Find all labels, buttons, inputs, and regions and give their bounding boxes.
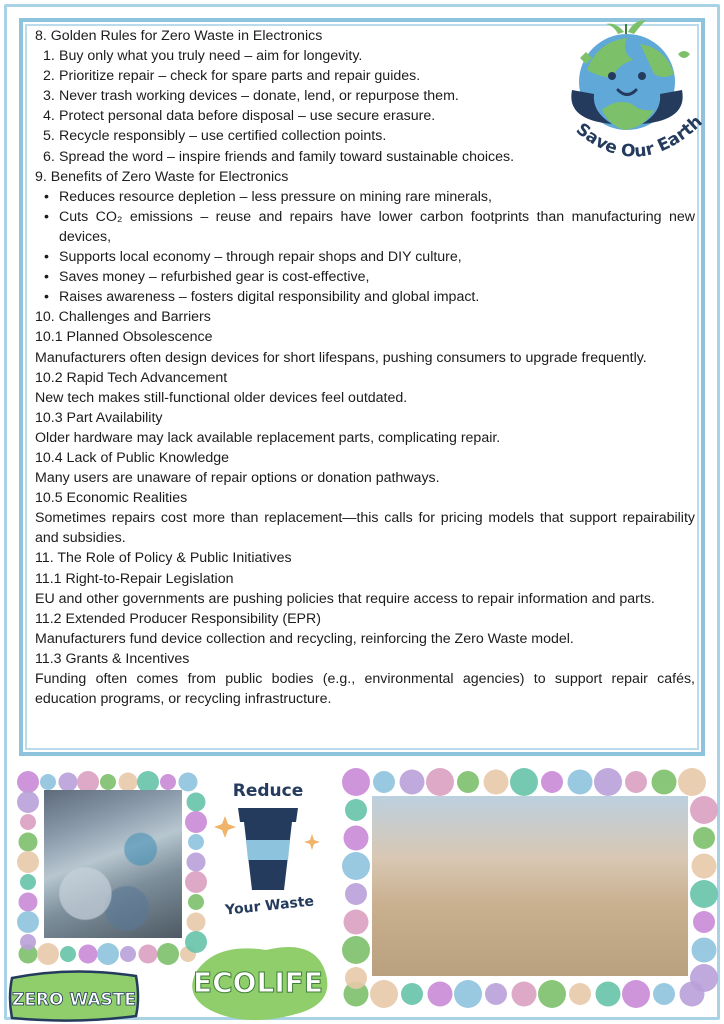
list-item: 6. Spread the word – inspire friends and family toward sustainable choices. <box>43 148 515 165</box>
bullet-item: • Cuts CO₂ emissions – reuse and repairs have lower carbon footprints than manufacturing new devices, <box>35 207 695 247</box>
subsection-title: 10.5 Economic Realities <box>35 490 188 507</box>
bead <box>652 770 677 795</box>
subsection-title: 10.2 Rapid Tech Advancement <box>35 369 228 386</box>
bead <box>538 980 566 1008</box>
save-earth-label: Save Our Earth <box>571 111 707 162</box>
svg-text:ZERO WASTE: ZERO WASTE <box>12 990 136 1010</box>
bullet-item: • Saves money – refurbished gear is cost-effective, <box>35 267 695 287</box>
bead <box>690 964 718 992</box>
bead <box>344 910 369 935</box>
bead <box>19 833 38 852</box>
bead <box>512 982 537 1007</box>
paragraph: Manufacturers often design devices for short lifespans, pushing consumers to upgrade frequently. <box>35 349 647 366</box>
bead <box>485 983 507 1005</box>
subsection-title: 10.1 Planned Obsolescence <box>35 329 213 346</box>
bead <box>20 874 36 890</box>
bead <box>541 771 563 793</box>
bead <box>37 943 59 965</box>
list-item: 2. Prioritize repair – check for spare parts and repair guides. <box>43 68 421 85</box>
bead <box>401 983 423 1005</box>
bead <box>187 913 206 932</box>
paragraph: New tech makes still-functional older devices feel outdated. <box>35 389 408 406</box>
bead <box>400 770 425 795</box>
section-9-heading: 9. Benefits of Zero Waste for Electronics <box>35 168 289 185</box>
bead <box>342 852 370 880</box>
svg-text:ECOLIFE: ECOLIFE <box>193 966 323 999</box>
bead <box>510 768 538 796</box>
bead <box>693 827 715 849</box>
section-11-heading: 11. The Role of Policy & Public Initiatives <box>35 550 292 567</box>
list-item: 5. Recycle responsibly – use certified collection points. <box>43 128 387 145</box>
subsection-title: 10.4 Lack of Public Knowledge <box>35 449 230 466</box>
svg-text:Reduce: Reduce <box>232 781 304 801</box>
bead <box>345 883 367 905</box>
bead <box>569 983 591 1005</box>
svg-text:Your Waste: Your Waste <box>224 893 315 919</box>
bead <box>185 871 207 893</box>
bead <box>97 943 119 965</box>
subsection-title: 11.2 Extended Producer Responsibility (EPR) <box>35 610 321 627</box>
paragraph: Older hardware may lack available replacement parts, complicating repair. <box>35 429 501 446</box>
bead <box>692 854 717 879</box>
paragraph: EU and other governments are pushing policies that require access to repair information and parts. <box>35 590 655 607</box>
bead <box>59 773 78 792</box>
zero-waste-badge <box>10 971 138 1020</box>
electronic-waste-photo <box>372 796 688 976</box>
bead <box>100 774 116 790</box>
section-8-heading: 8. Golden Rules for Zero Waste in Electronics <box>35 28 323 44</box>
bead <box>17 791 39 813</box>
bead <box>690 880 718 908</box>
earth-icon <box>571 20 690 130</box>
bead <box>373 771 395 793</box>
paragraph: Sometimes repairs cost more than replacement—this calls for pricing models that support repairability and subsidies. <box>35 510 695 547</box>
bead <box>40 774 56 790</box>
bead <box>157 943 179 965</box>
bead <box>345 967 367 989</box>
bead <box>139 945 158 964</box>
list-item: 1. Buy only what you truly need – aim for longevity. <box>43 48 363 65</box>
bead <box>17 911 39 933</box>
bullet-item: • Reduces resource depletion – less pressure on mining rare minerals, <box>35 187 695 207</box>
bead <box>20 814 36 830</box>
bead <box>426 768 454 796</box>
ecolife-badge <box>192 947 327 1020</box>
bead <box>60 946 76 962</box>
bead <box>342 768 370 796</box>
subsection-title: 11.1 Right-to-Repair Legislation <box>35 570 234 587</box>
bead <box>179 773 198 792</box>
bead <box>344 826 369 851</box>
bead <box>484 770 509 795</box>
bead <box>188 834 204 850</box>
bead <box>678 768 706 796</box>
bead <box>622 980 650 1008</box>
bead <box>692 938 717 963</box>
bead <box>457 771 479 793</box>
bullet-item: • Supports local economy – through repair shops and DIY culture, <box>35 247 695 267</box>
bead <box>185 811 207 833</box>
paragraph: Many users are unaware of repair options or donation pathways. <box>35 470 440 487</box>
bullet-item: • Raises awareness – fosters digital responsibility and global impact. <box>35 287 695 307</box>
bead <box>79 945 98 964</box>
bead <box>160 774 176 790</box>
list-item: 4. Protect personal data before disposal – use secure erasure. <box>43 108 436 125</box>
bead <box>187 793 206 812</box>
bead <box>594 768 622 796</box>
subsection-title: 10.3 Part Availability <box>35 409 163 426</box>
bead <box>690 796 718 824</box>
section-10-heading: 10. Challenges and Barriers <box>35 309 211 326</box>
bead <box>17 771 39 793</box>
bead <box>454 980 482 1008</box>
subsection-title: 11.3 Grants & Incentives <box>35 650 190 667</box>
bead <box>187 853 206 872</box>
paragraph: Manufacturers fund device collection and recycling, reinforcing the Zero Waste model. <box>35 630 574 647</box>
list-item: 3. Never trash working devices – donate, lend, or repurpose them. <box>43 88 459 105</box>
reduce-waste-cup-icon <box>214 781 320 919</box>
paragraph: Funding often comes from public bodies (e.g., environmental agencies) to support repair cafés, education programs, or recycling infrastructure. <box>35 671 695 708</box>
bead <box>17 851 39 873</box>
save-our-earth-badge <box>562 10 712 175</box>
bead <box>568 770 593 795</box>
bead <box>185 931 207 953</box>
bead <box>188 894 204 910</box>
bead <box>370 980 398 1008</box>
bead <box>428 982 453 1007</box>
bead <box>19 893 38 912</box>
waste-sorting-photo <box>44 790 182 938</box>
bead <box>345 799 367 821</box>
bead <box>653 983 675 1005</box>
bead <box>20 934 36 950</box>
bead <box>625 771 647 793</box>
bead <box>596 982 621 1007</box>
bead <box>693 911 715 933</box>
bead <box>119 773 138 792</box>
bead <box>342 936 370 964</box>
bead <box>120 946 136 962</box>
